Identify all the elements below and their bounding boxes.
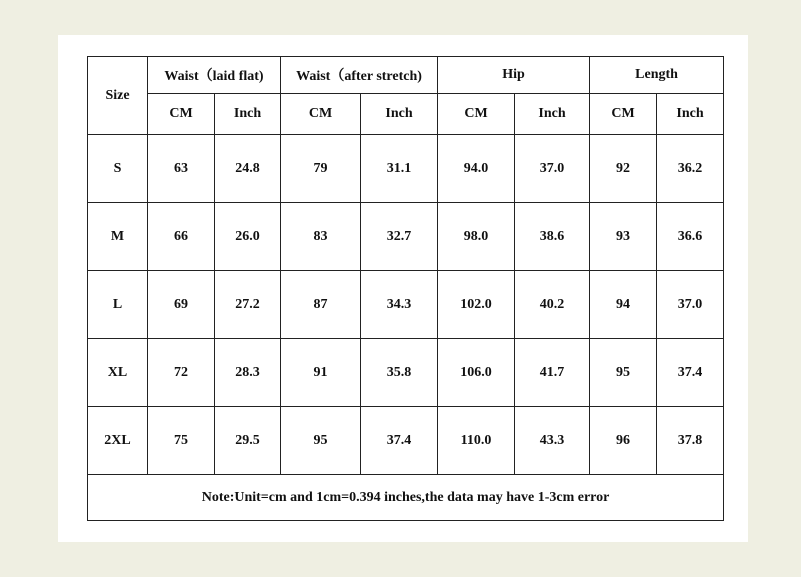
table-cell: 75 (148, 407, 215, 475)
table-cell: 27.2 (215, 271, 281, 339)
unit-header: Inch (515, 94, 590, 135)
table-cell: 31.1 (361, 135, 438, 203)
table-cell: 24.8 (215, 135, 281, 203)
unit-header: CM (438, 94, 515, 135)
group-header-hip: Hip (438, 57, 590, 94)
table-row (88, 203, 724, 271)
group-header-length: Length (590, 57, 724, 94)
table-cell: 32.7 (361, 203, 438, 271)
unit-header-row (88, 94, 724, 135)
table-cell: 96 (590, 407, 657, 475)
table-cell: 36.6 (657, 203, 724, 271)
table-cell: 106.0 (438, 339, 515, 407)
table-cell: 92 (590, 135, 657, 203)
group-header-waist-after-stretch: Waist（after stretch) (281, 57, 438, 94)
table-cell: 37.8 (657, 407, 724, 475)
table-cell: 83 (281, 203, 361, 271)
table-cell: 28.3 (215, 339, 281, 407)
table-cell: 95 (281, 407, 361, 475)
table-cell: 69 (148, 271, 215, 339)
size-chart-table (87, 56, 724, 521)
note-row (88, 475, 724, 521)
unit-header: Inch (361, 94, 438, 135)
table-cell: 93 (590, 203, 657, 271)
unit-header: CM (281, 94, 361, 135)
table-cell: 34.3 (361, 271, 438, 339)
table-cell: 29.5 (215, 407, 281, 475)
size-cell: 2XL (88, 407, 148, 475)
table-row (88, 407, 724, 475)
table-cell: 94.0 (438, 135, 515, 203)
size-cell: L (88, 271, 148, 339)
table-cell: 63 (148, 135, 215, 203)
group-header-row (88, 57, 724, 94)
table-cell: 37.0 (515, 135, 590, 203)
table-cell: 94 (590, 271, 657, 339)
table-cell: 40.2 (515, 271, 590, 339)
group-header-waist-laid-flat: Waist（laid flat) (148, 57, 281, 94)
table-cell: 36.2 (657, 135, 724, 203)
size-cell: M (88, 203, 148, 271)
table-cell: 38.6 (515, 203, 590, 271)
table-cell: 95 (590, 339, 657, 407)
table-cell: 102.0 (438, 271, 515, 339)
table-cell: 72 (148, 339, 215, 407)
table-cell: 87 (281, 271, 361, 339)
size-cell: XL (88, 339, 148, 407)
table-cell: 98.0 (438, 203, 515, 271)
table-cell: 41.7 (515, 339, 590, 407)
unit-header: CM (148, 94, 215, 135)
table-cell: 35.8 (361, 339, 438, 407)
table-cell: 26.0 (215, 203, 281, 271)
table-cell: 110.0 (438, 407, 515, 475)
table-cell: 37.0 (657, 271, 724, 339)
table-row (88, 135, 724, 203)
unit-header: Inch (657, 94, 724, 135)
note-text: Note:Unit=cm and 1cm=0.394 inches,the data may have 1-3cm error (88, 475, 724, 521)
table-row (88, 271, 724, 339)
table-cell: 37.4 (361, 407, 438, 475)
size-header: Size (88, 57, 148, 135)
unit-header: Inch (215, 94, 281, 135)
table-row (88, 339, 724, 407)
table-cell: 37.4 (657, 339, 724, 407)
size-cell: S (88, 135, 148, 203)
table-cell: 43.3 (515, 407, 590, 475)
table-cell: 79 (281, 135, 361, 203)
table-cell: 91 (281, 339, 361, 407)
unit-header: CM (590, 94, 657, 135)
table-cell: 66 (148, 203, 215, 271)
